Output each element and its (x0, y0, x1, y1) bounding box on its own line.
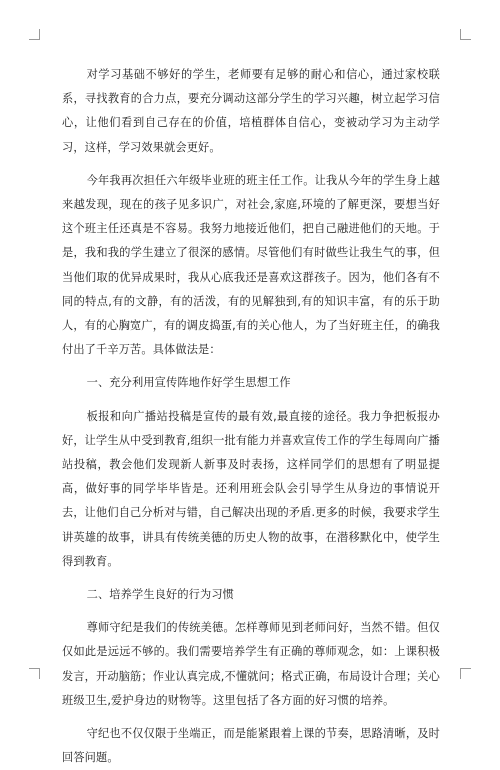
paragraph-2: 今年我再次担任六年级毕业班的班主任工作。让我从今年的学生身上越来越发现，现在的孩子见多识广，对社会,家庭,环境的了解更深，要想当好这个班主任还真是不容易。我努力地接近他们，把自己融进他们的天地。于是，我和我的学生建立了很深的感情。尽管他们有时做些让我生气的事，但当他们取的优异成果时，我从心底我还是喜欢这群孩子。因为，他们各有不同的特点,有的文静，有的活泼，有的见解独到,有的知识丰富，有的乐于助人，有的心胸宽广，有的调皮捣蛋,有的关心他人，为了当好班主任，的确我付出了千辛万苦。具体做法是： (62, 173, 440, 357)
crop-mark-bottom-left (29, 668, 40, 679)
crop-mark-bottom-right (460, 668, 471, 679)
paragraph-1: 对学习基础不够好的学生，老师要有足够的耐心和信心，通过家校联系，寻找教育的合力点，要充分调动这部分学生的学习兴趣，树立起学习信心，让他们看到自己存在的价值，培植群体自信心，变被动学习为主动学习，这样，学习效果就会更好。 (62, 68, 440, 154)
paragraph-5: 守纪也不仅仅限于坐端正，而是能紧跟着上课的节奏，思路清晰，及时回答问题。 (62, 727, 440, 765)
paragraph-4: 尊师守纪是我们的传统美德。怎样尊师见到老师问好，当然不错。但仅仅如此是远远不够的。我们需要培养学生有正确的尊师观念，如：上课积极发言，开动脑筋；作业认真完成,不懂就问；格式正确，布局设计合理；关心班级卫生,爱护身边的财物等。这里包括了各方面的好习惯的培养。 (62, 621, 440, 707)
document-body (62, 63, 440, 770)
section-heading-2: 二、培养学生良好的行为习惯 (86, 588, 235, 602)
crop-mark-top-right (460, 29, 471, 40)
section-heading-1: 一、充分利用宣传阵地作好学生思想工作 (86, 376, 291, 390)
crop-mark-top-left (29, 29, 40, 40)
paragraph-3: 板报和向广播站投稿是宣传的最有效,最直接的途径。我力争把板报办好，让学生从中受到教育,组织一批有能力并喜欢宣传工作的学生每周向广播站投稿，教会他们发现新人新事及时表扬，这样同学们的思想有了明显提高，做好事的同学毕毕皆是。还利用班会队会引导学生从身边的事情说开去，让他们自己分析对与错，自己解决出现的矛盾.更多的时候，我要求学生讲英雄的故事，讲具有传统美德的历史人物的故事，在潜移默化中，使学生得到教育。 (62, 409, 440, 568)
